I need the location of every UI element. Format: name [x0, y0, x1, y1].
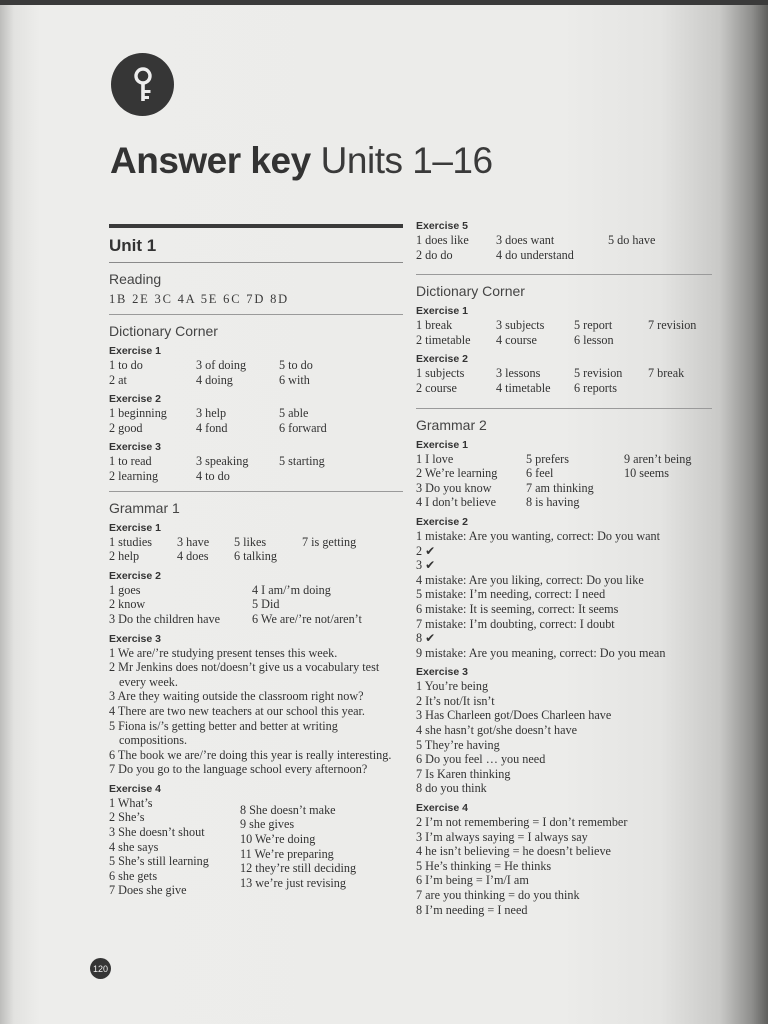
- section-divider: [416, 274, 712, 275]
- answer-item: [279, 469, 403, 484]
- answer-line: 6 I’m being = I’m/I am: [416, 873, 529, 888]
- answer-item: 10 seems: [624, 466, 670, 481]
- answer-item: 6 talking: [234, 549, 277, 564]
- answer-line: 5 They’re having: [416, 737, 500, 752]
- exercise-label: Exercise 3: [416, 666, 468, 679]
- answer-line: 1 You’re being: [416, 679, 489, 694]
- g1-ex4-left: [109, 796, 240, 898]
- exercise-label: Exercise 1: [416, 305, 468, 318]
- exercise-label: Exercise 3: [109, 632, 161, 645]
- dc2-ex2-grid: [416, 366, 712, 395]
- answer-item: 1 does like: [416, 233, 469, 247]
- answer-line: 1 mistake: Are you wanting, correct: Do you want: [416, 528, 661, 543]
- g1-ex3-list: [109, 646, 399, 777]
- answer-line: 7 Do you go to the language school every afternoon?: [109, 762, 368, 777]
- grammar-heading: Grammar 2: [416, 416, 487, 433]
- answer-line: 6 mistake: It is seeming, correct: It seems: [416, 601, 619, 616]
- answer-item: 5 prefers: [526, 451, 569, 466]
- answer-item: 5 report: [574, 318, 613, 333]
- answer-item: 5 able: [279, 406, 309, 421]
- answer-item: 9 aren’t being: [624, 451, 692, 466]
- answer-line: 9 mistake: Are you meaning, correct: Do you mean: [416, 645, 666, 660]
- exercise-label: Exercise 1: [416, 438, 468, 451]
- answer-line: 5 mistake: I’m needing, correct: I need: [416, 587, 606, 602]
- answer-line: 13 we’re just revising: [240, 875, 346, 890]
- answer-item: 5 likes: [234, 534, 267, 549]
- answer-item: 6 We are/’re not/aren’t: [252, 611, 362, 626]
- answer-item: [624, 481, 712, 496]
- answer-line: 2 I’m not remembering = I don’t remember: [416, 815, 628, 830]
- answer-item: 6 with: [279, 372, 310, 387]
- answer-item: 5 revision: [574, 366, 623, 381]
- answer-item: 1 I love: [416, 451, 454, 466]
- answer-line: 1 We are/’re studying present tenses this week.: [109, 645, 338, 660]
- answer-line: 8 do you think: [416, 781, 487, 796]
- answer-item: 2 do do: [416, 247, 453, 262]
- answer-item: 6 lesson: [574, 332, 614, 347]
- answer-item: 1 to do: [109, 358, 143, 372]
- page-top-edge: [0, 0, 768, 5]
- answer-line: 4 she says: [109, 839, 159, 854]
- answer-line: 10 We’re doing: [240, 832, 316, 847]
- answer-item: 7 am thinking: [526, 480, 594, 495]
- answer-line: 5 He’s thinking = He thinks: [416, 858, 552, 873]
- answer-line: 9 she gives: [240, 817, 295, 832]
- g2-ex2-list: [416, 529, 712, 660]
- answer-item: 6 forward: [279, 420, 327, 435]
- answer-item: 3 have: [177, 534, 210, 549]
- answer-item: 3 Do the children have: [109, 611, 221, 626]
- key-logo-icon: [111, 53, 174, 116]
- answer-item: 1 break: [416, 318, 453, 333]
- answer-item: [302, 549, 403, 564]
- answer-line: 3 ✔: [416, 558, 436, 573]
- exercise-label: Exercise 4: [109, 782, 161, 795]
- answer-item: 1 studies: [109, 534, 152, 549]
- answer-item: 7 is getting: [302, 534, 357, 549]
- answer-item: 4 doing: [196, 372, 233, 387]
- answer-line: 3 I’m always saying = I always say: [416, 829, 588, 844]
- exercise-label: Exercise 1: [109, 521, 161, 534]
- answer-item: 1 goes: [109, 582, 141, 597]
- exercise-label: Exercise 5: [416, 220, 468, 232]
- section-divider: [109, 314, 403, 315]
- answer-item: 6 feel: [526, 466, 554, 481]
- answer-item: 3 of doing: [196, 358, 247, 372]
- dictionary-corner-heading: Dictionary Corner: [416, 283, 525, 300]
- right-column: [416, 220, 712, 917]
- exercise-label: Exercise 4: [416, 802, 468, 815]
- dictionary-corner-heading: Dictionary Corner: [109, 323, 218, 339]
- answer-line: 3 Has Charleen got/Does Charleen have: [416, 708, 612, 723]
- dc1-ex1-grid: [109, 358, 403, 387]
- answer-item: 2 learning: [109, 468, 159, 483]
- answer-item: 5 Did: [252, 597, 280, 612]
- answer-item: 7 revision: [648, 318, 697, 333]
- answer-item: 2 at: [109, 372, 127, 387]
- answer-item: 8 is having: [526, 495, 580, 510]
- answer-item: 1 beginning: [109, 406, 167, 421]
- answer-item: 5 to do: [279, 358, 313, 372]
- answer-item: 4 course: [496, 332, 537, 347]
- answer-line: 7 Does she give: [109, 883, 187, 898]
- answer-line: 8 ✔: [416, 631, 436, 646]
- answer-item: 3 lessons: [496, 366, 541, 381]
- answer-line: 4 he isn’t believing = he doesn’t believe: [416, 844, 611, 859]
- answer-item: 4 I am/’m doing: [252, 582, 331, 597]
- answer-item: 3 help: [196, 406, 227, 421]
- answer-line: 11 We’re preparing: [240, 846, 334, 861]
- answer-item: [648, 381, 712, 396]
- answer-item: 1 to read: [109, 454, 152, 469]
- answer-line: 7 Is Karen thinking: [416, 766, 511, 781]
- exercise-label: Exercise 3: [109, 441, 161, 454]
- reading-heading: Reading: [109, 271, 162, 287]
- answer-line: 12 they’re still deciding: [240, 861, 357, 876]
- answer-line: 7 mistake: I’m doubting, correct: I doubt: [416, 616, 615, 631]
- answer-line: 2 ✔: [416, 543, 436, 558]
- answer-item: 7 break: [648, 366, 685, 381]
- answer-line: 8 I’m needing = I need: [416, 902, 528, 917]
- answer-item: 4 fond: [196, 420, 228, 435]
- exercise-label: Exercise 2: [109, 393, 161, 406]
- answer-item: 5 do have: [608, 233, 656, 247]
- answer-item: 2 timetable: [416, 332, 471, 347]
- answer-line: 6 she gets: [109, 868, 158, 883]
- answer-item: 3 Do you know: [416, 480, 492, 495]
- g2-ex1-grid: [416, 452, 712, 510]
- answer-line: 3 Are they waiting outside the classroom right now?: [109, 689, 364, 704]
- answer-line: 8 She doesn’t make: [240, 802, 336, 817]
- dc2-ex1-grid: [416, 318, 712, 347]
- answer-line: 6 Do you feel … you need: [416, 752, 546, 767]
- answer-line: 6 The book we are/’re doing this year is really interesting.: [109, 747, 392, 762]
- g1-ex4-columns: [109, 796, 403, 898]
- answer-item: 6 reports: [574, 380, 617, 395]
- key-icon: [123, 65, 163, 105]
- answer-line: 4 There are two new teachers at our school this year.: [109, 703, 365, 718]
- grammar-heading: Grammar 1: [109, 499, 180, 516]
- reading-answers: 1B 2E 3C 4A 5E 6C 7D 8D: [109, 292, 289, 306]
- section-divider: [109, 491, 403, 492]
- g2-ex4-list: [416, 815, 712, 917]
- g1-ex2-grid: [109, 583, 403, 627]
- exercise-label: Exercise 1: [109, 345, 161, 357]
- ex5-grid: [416, 233, 712, 262]
- dc1-ex3-grid: [109, 454, 403, 483]
- answer-line: 7 are you thinking = do you think: [416, 888, 580, 902]
- answer-item: 4 do understand: [496, 247, 574, 262]
- answer-item: 5 starting: [279, 454, 325, 469]
- answer-item: 2 good: [109, 420, 143, 435]
- answer-line: 4 mistake: Are you liking, correct: Do you like: [416, 572, 644, 587]
- section-divider: [416, 408, 712, 409]
- unit-rule: [109, 224, 403, 228]
- answer-item: 3 speaking: [196, 454, 249, 469]
- answer-line: 2 Mr Jenkins does not/doesn’t give us a vocabulary test every week.: [109, 660, 380, 689]
- answer-item: 2 help: [109, 549, 140, 564]
- g2-ex3-list: [416, 679, 712, 796]
- answer-item: 2 course: [416, 380, 457, 395]
- exercise-label: Exercise 2: [109, 569, 161, 582]
- answer-item: 4 to do: [196, 468, 230, 483]
- answer-line: 2 She’s: [109, 810, 145, 825]
- answer-line: 3 She doesn’t shout: [109, 825, 205, 840]
- title-bold: Answer key: [110, 140, 311, 181]
- answer-item: [624, 495, 712, 510]
- answer-item: 3 subjects: [496, 318, 545, 333]
- answer-item: [648, 333, 712, 348]
- dc1-ex2-grid: [109, 406, 403, 435]
- g1-ex4-right: [240, 796, 400, 898]
- g1-ex1-grid: [109, 535, 403, 564]
- unit-heading: Unit 1: [109, 236, 403, 263]
- answer-item: 1 subjects: [416, 366, 465, 381]
- page-title: [110, 140, 493, 182]
- answer-item: 2 know: [109, 597, 146, 612]
- answer-item: 2 We’re learning: [416, 466, 498, 481]
- answer-line: 2 It’s not/It isn’t: [416, 693, 495, 708]
- answer-line: 4 she hasn’t got/she doesn’t have: [416, 723, 578, 738]
- exercise-label: Exercise 2: [416, 353, 468, 366]
- page-number-badge: 120: [90, 958, 111, 979]
- exercise-label: Exercise 2: [416, 515, 468, 528]
- answer-item: 3 does want: [496, 233, 555, 247]
- left-column: [109, 224, 403, 898]
- answer-line: 5 Fiona is/’s getting better and better at writing compositions.: [109, 718, 338, 748]
- answer-item: 4 does: [177, 549, 209, 564]
- answer-item: [608, 248, 712, 263]
- answer-line: 1 What’s: [109, 795, 153, 810]
- title-units: Units 1–16: [320, 140, 493, 181]
- answer-item: 4 I don’t believe: [416, 495, 496, 510]
- answer-line: 5 She’s still learning: [109, 854, 209, 869]
- answer-item: 4 timetable: [496, 380, 551, 395]
